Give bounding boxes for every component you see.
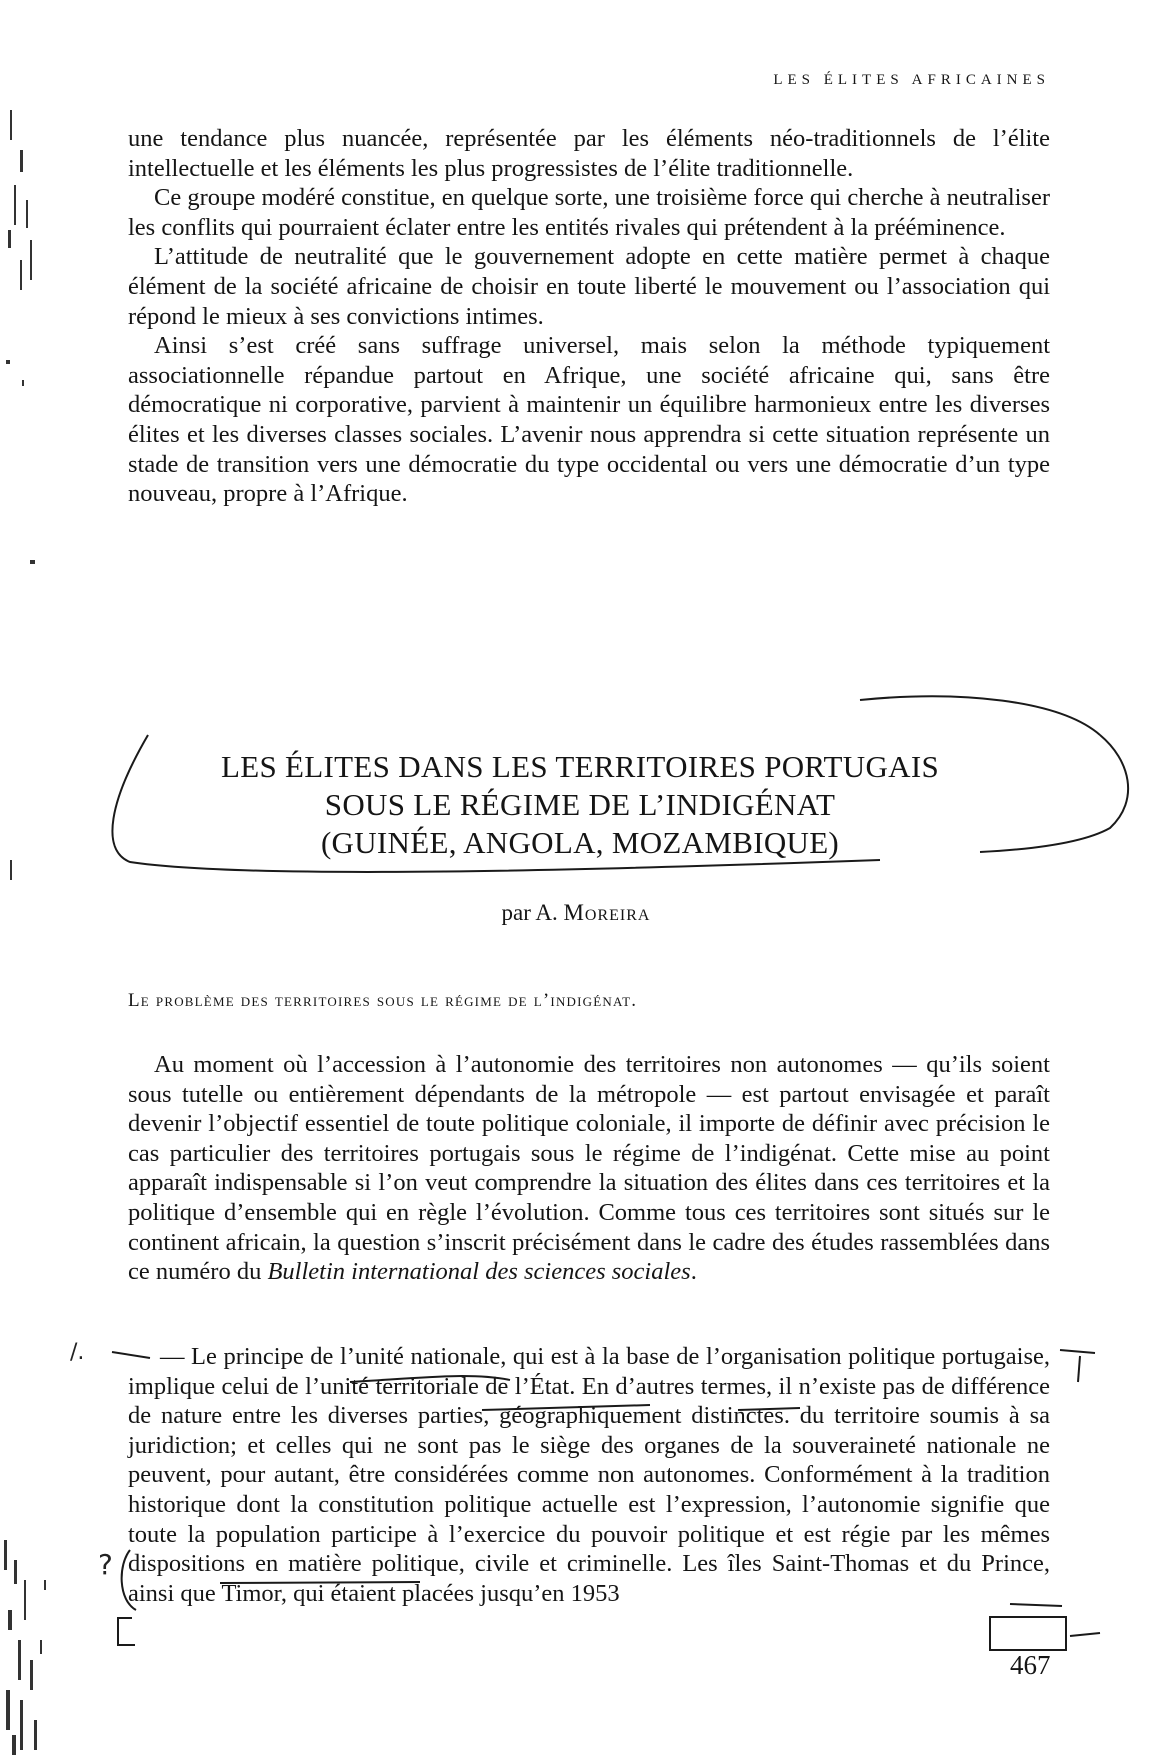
article-title [130, 748, 1030, 862]
intro-text [128, 124, 1050, 509]
paragraph-text: Au moment où l’accession à l’autonomie des territoires non autonomes — qu’ils soient sous tutelle ou entièrement dépendants de la métropole — est partout envisagée et paraît devenir l’objectif essentiel de toute politique coloniale, il importe de définir avec précision le cas particulier des territoires portugais sous le régime de l’indigénat. Cette mise au point apparaît indispensable si l’on veut comprendre la situation des élites dans ces territoires et la politique d’ensemble qui en règle l’évolution. Comme tous ces territoires sont situés sur le continent africain, la question s’inscrit précisément dans le cadre des études rassemblées dans ce numéro du [128, 1051, 1050, 1286]
paragraph: L’attitude de neutralité que le gouvernement adopte en cette matière permet à chaque élément de la société africaine de choisir en toute liberté le mouvement ou l’association qui répond le mieux à ses convictions intimes. [128, 243, 1050, 330]
byline [0, 900, 1152, 926]
paragraph: une tendance plus nuancée, représentée par les éléments néo-traditionnels de l’élite intellectuelle et les éléments les plus progressistes de l’élite traditionnelle. [128, 125, 1050, 182]
paragraph: — Le principe de l’unité nationale, qui est à la base de l’organisation politique portugaise, implique celui de l’unité territoriale de l’État. En d’autres termes, il n’existe pas de différence de nature entre les diverses parties, géographiquement distinctes. du territoire soumis à sa juridiction; et celles qui ne sont pas le siège des organes de la souveraineté nationale ne peuvent, pour autant, être considérées comme non autonomes. Conformément à la tradition historique dont la constitution politique actuelle est l’expression, l’autonomie signifie que toute la population participe à l’exercice du pouvoir politique et est régie par les mêmes dispositions en matière politique, civile et criminelle. Les îles Saint-Thomas et du Prince, ainsi que Timor, qui étaient placées jusqu’en 1953 [128, 1343, 1050, 1607]
arrow-mark [1060, 1350, 1095, 1353]
author-name: Moreira [563, 900, 651, 925]
title-line: LES ÉLITES DANS LES TERRITOIRES PORTUGAIS [220, 749, 940, 784]
paragraph [128, 1050, 1050, 1287]
title-line: SOUS LE RÉGIME DE L’INDIGÉNAT [324, 787, 836, 822]
journal-title: Bulletin international des sciences sociales [267, 1258, 691, 1286]
scan-noise-left-margin [0, 0, 70, 1760]
arrow-mark [1078, 1356, 1080, 1382]
box-mark [990, 1617, 1066, 1650]
arrow-mark [1070, 1633, 1100, 1636]
paragraph: Ainsi s’est créé sans suffrage universel, mais selon la méthode typiquement associationnelle répandue partout en Afrique, une société africaine qui, sans être démocratique ni corporative, parvient à maintenir un équilibre harmonieux entre les diverses élites et les diverses classes sociales. L’avenir nous apprendra si cette situation représente un stade de transition vers une démocratie du type occidental ou vers une démocratie d’un type nouveau, propre à l’Afrique. [128, 332, 1050, 508]
byline-prefix: par A. [501, 900, 558, 925]
title-circle-mark [860, 696, 1100, 735]
title-line: (GUINÉE, ANGOLA, MOZAMBIQUE) [320, 825, 840, 860]
handwritten-margin-mark: /. [70, 1340, 85, 1365]
handwritten-question-mark: ? [98, 1548, 113, 1581]
section-heading: Le problème des territoires sous le régime de l’indigénat. [128, 990, 638, 1011]
running-head: LES ÉLITES AFRICAINES [773, 72, 1050, 88]
article-body-continued [128, 1342, 1050, 1608]
paragraph: Ce groupe modéré constitue, en quelque sorte, une troisième force qui cherche à neutraliser les conflits qui pourraient éclater entre les entités rivales qui prétendent à la prééminence. [128, 184, 1050, 241]
paragraph-end: . [690, 1258, 697, 1286]
article-body [128, 1050, 1050, 1287]
page-number: 467 [1010, 1650, 1051, 1680]
bracket-mark [118, 1618, 135, 1645]
